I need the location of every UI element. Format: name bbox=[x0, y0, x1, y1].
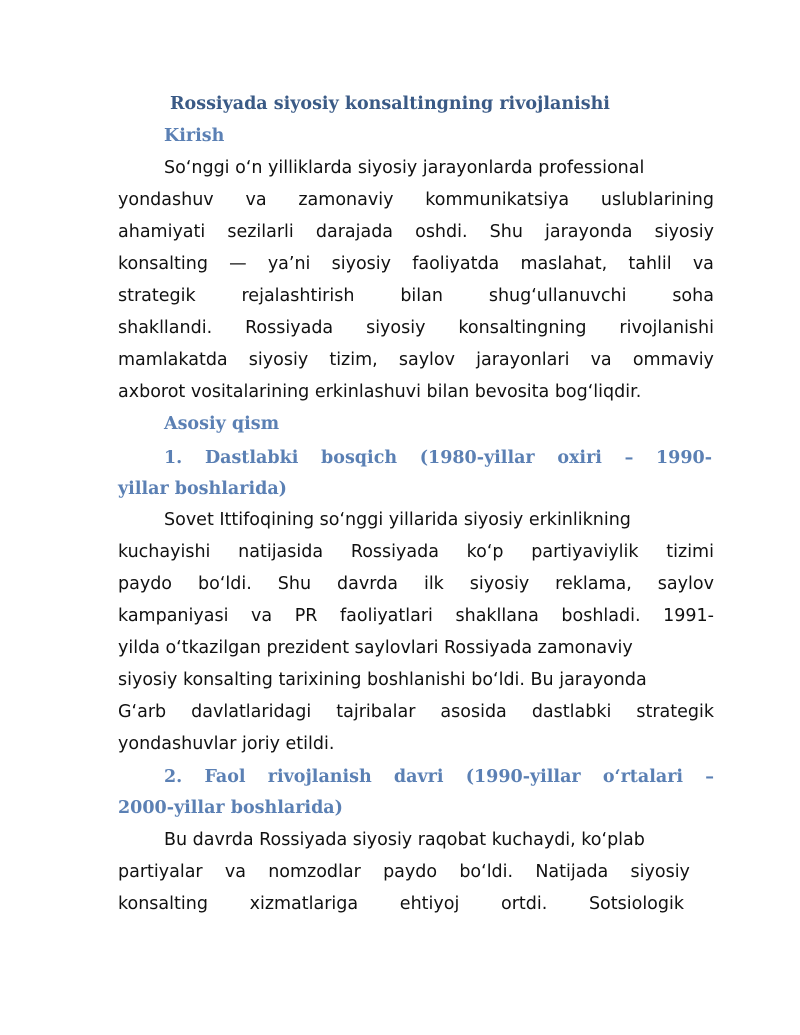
word: rivojlanish bbox=[267, 767, 372, 787]
word: nomzodlar bbox=[268, 862, 361, 882]
word: shakllana bbox=[455, 606, 539, 626]
word: ortdi. bbox=[500, 894, 548, 914]
word: kuchayishi bbox=[118, 542, 211, 562]
word: ko‘p bbox=[466, 542, 504, 562]
subsection-heading-line: yillar boshlarida) bbox=[118, 479, 287, 499]
word: zamonaviy bbox=[298, 190, 394, 210]
text-line bbox=[118, 542, 714, 562]
word: reklama, bbox=[555, 574, 632, 594]
word: konsaltingning bbox=[458, 318, 587, 338]
text-line bbox=[118, 318, 714, 338]
word: siyosiy bbox=[630, 862, 690, 882]
text-line bbox=[118, 286, 714, 306]
word: va bbox=[245, 190, 267, 210]
word: ehtiyoj bbox=[399, 894, 460, 914]
word: saylov bbox=[398, 350, 455, 370]
word: ommaviy bbox=[632, 350, 714, 370]
word: Shu bbox=[489, 222, 523, 242]
text-line: siyosiy konsalting tarixining boshlanishi bo‘ldi. Bu jarayonda bbox=[118, 670, 647, 690]
word: 1990- bbox=[656, 448, 712, 468]
word: oshdi. bbox=[415, 222, 468, 242]
subsection-heading-line bbox=[164, 767, 714, 787]
text-line bbox=[118, 222, 714, 242]
text-line: yondashuvlar joriy etildi. bbox=[118, 734, 335, 754]
word: konsalting bbox=[118, 894, 208, 914]
word: Dastlabki bbox=[204, 448, 299, 468]
word: sezilarli bbox=[227, 222, 294, 242]
section-heading-kirish: Kirish bbox=[164, 126, 225, 146]
word: asosida bbox=[440, 702, 507, 722]
word: faoliyatda bbox=[412, 254, 500, 274]
word: tajribalar bbox=[336, 702, 416, 722]
word: shug‘ullanuvchi bbox=[488, 286, 627, 306]
word: Rossiyada bbox=[350, 542, 439, 562]
word: davri bbox=[393, 767, 444, 787]
word: jarayonda bbox=[545, 222, 633, 242]
text-line bbox=[118, 190, 714, 210]
text-line bbox=[118, 574, 714, 594]
word: uslublarining bbox=[600, 190, 714, 210]
word: tahlil bbox=[628, 254, 672, 274]
text-line bbox=[118, 702, 714, 722]
text-line bbox=[118, 254, 714, 274]
word: kommunikatsiya bbox=[425, 190, 570, 210]
word: mamlakatda bbox=[118, 350, 228, 370]
word: tizimi bbox=[666, 542, 714, 562]
word: siyosiy bbox=[331, 254, 391, 274]
word: strategik bbox=[118, 286, 196, 306]
word: (1990-yillar bbox=[465, 767, 581, 787]
word: davlatlaridagi bbox=[191, 702, 312, 722]
word: partiyalar bbox=[118, 862, 203, 882]
word: siyosiy bbox=[248, 350, 309, 370]
word: 1991- bbox=[663, 606, 714, 626]
word: va bbox=[590, 350, 612, 370]
word: saylov bbox=[657, 574, 714, 594]
word: xizmatlariga bbox=[249, 894, 359, 914]
word: PR bbox=[294, 606, 318, 626]
word: bilan bbox=[400, 286, 443, 306]
word: Sotsiologik bbox=[588, 894, 684, 914]
word: va bbox=[692, 254, 714, 274]
word: ya’ni bbox=[267, 254, 311, 274]
text-line bbox=[118, 862, 690, 882]
text-line bbox=[118, 894, 684, 914]
word: boshladi. bbox=[561, 606, 641, 626]
word: natijasida bbox=[238, 542, 324, 562]
word: davrda bbox=[337, 574, 398, 594]
word: yondashuv bbox=[118, 190, 214, 210]
section-heading-asosiy-qism: Asosiy qism bbox=[164, 414, 280, 434]
word: jarayonlari bbox=[476, 350, 570, 370]
word: — bbox=[229, 254, 247, 274]
word: 1. bbox=[164, 448, 183, 468]
word: kampaniyasi bbox=[118, 606, 229, 626]
word: paydo bbox=[118, 574, 173, 594]
subsection-heading-line: 2000-yillar boshlarida) bbox=[118, 798, 343, 818]
word: G‘arb bbox=[118, 702, 167, 722]
word: siyosiy bbox=[469, 574, 530, 594]
word: 2. bbox=[164, 767, 183, 787]
word: va bbox=[251, 606, 273, 626]
word: soha bbox=[672, 286, 714, 306]
document-title: Rossiyada siyosiy konsaltingning rivojlanishi bbox=[170, 94, 610, 114]
word: strategik bbox=[636, 702, 714, 722]
word: tizim, bbox=[329, 350, 378, 370]
word: darajada bbox=[315, 222, 394, 242]
word: faoliyatlari bbox=[340, 606, 433, 626]
word: ilk bbox=[423, 574, 444, 594]
word: Rossiyada bbox=[245, 318, 334, 338]
word: – bbox=[624, 448, 634, 468]
text-line: axborot vositalarining erkinlashuvi bilan bevosita bog‘liqdir. bbox=[118, 382, 642, 402]
word: bosqich bbox=[321, 448, 398, 468]
word: siyosiy bbox=[366, 318, 426, 338]
word: siyosiy bbox=[654, 222, 714, 242]
word: (1980-yillar bbox=[419, 448, 535, 468]
word: oxiri bbox=[557, 448, 602, 468]
word: Shu bbox=[277, 574, 312, 594]
word: rejalashtirish bbox=[241, 286, 355, 306]
text-line: So‘nggi o‘n yilliklarda siyosiy jarayonlarda professional bbox=[164, 158, 645, 178]
word: bo‘ldi. bbox=[459, 862, 514, 882]
word: va bbox=[224, 862, 246, 882]
word: o‘rtalari bbox=[602, 767, 684, 787]
word: bo‘ldi. bbox=[198, 574, 252, 594]
word: maslahat, bbox=[520, 254, 608, 274]
word: shakllandi. bbox=[118, 318, 213, 338]
text-line: yilda o‘tkazilgan prezident saylovlari Rossiyada zamonaviy bbox=[118, 638, 633, 658]
word: dastlabki bbox=[531, 702, 612, 722]
text-line bbox=[118, 350, 714, 370]
word: paydo bbox=[383, 862, 438, 882]
word: konsalting bbox=[118, 254, 208, 274]
text-line bbox=[118, 606, 714, 626]
subsection-heading-line bbox=[164, 448, 712, 468]
text-line: Bu davrda Rossiyada siyosiy raqobat kuchaydi, ko‘plab bbox=[164, 830, 645, 850]
word: rivojlanishi bbox=[619, 318, 714, 338]
word: – bbox=[705, 767, 714, 787]
word: ahamiyati bbox=[118, 222, 206, 242]
word: partiyaviylik bbox=[531, 542, 639, 562]
word: Faol bbox=[204, 767, 246, 787]
word: Natijada bbox=[535, 862, 609, 882]
text-line: Sovet Ittifoqining so‘nggi yillarida siyosiy erkinlikning bbox=[164, 510, 631, 530]
